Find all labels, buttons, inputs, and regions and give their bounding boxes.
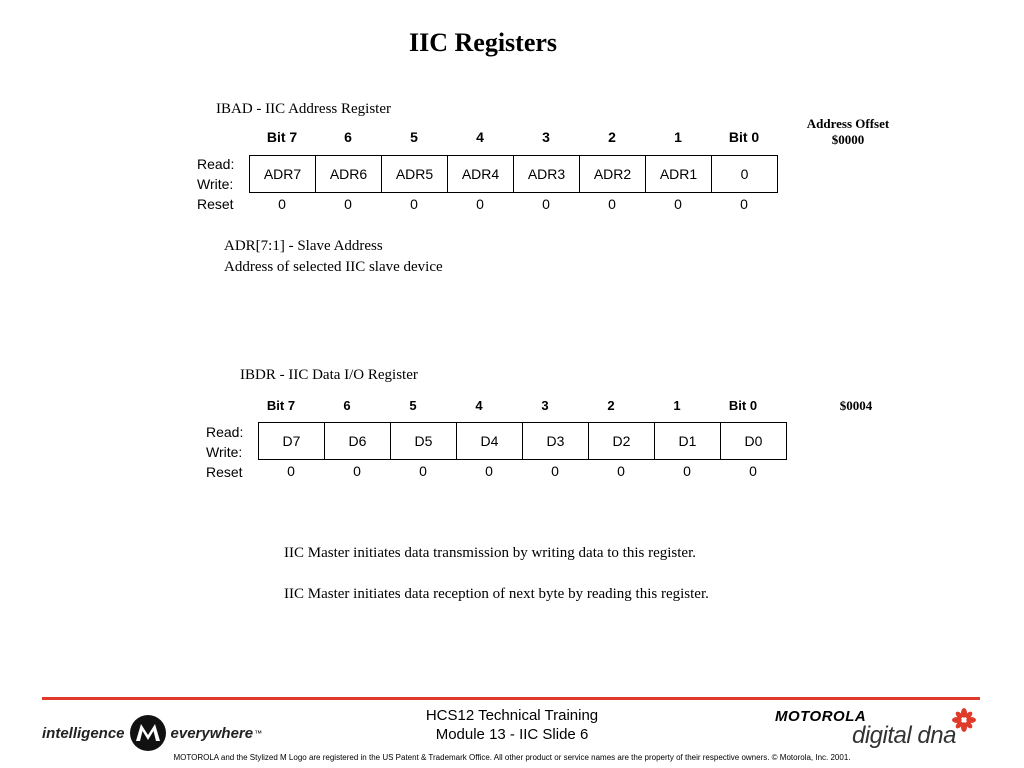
register-field: ADR4 (447, 156, 513, 192)
intelligence-everywhere-logo (42, 714, 262, 752)
reset-value: 0 (419, 463, 427, 479)
bit-label: Bit 7 (266, 129, 298, 145)
reset-value: 0 (542, 196, 550, 212)
motorola-m-icon (129, 714, 167, 752)
ibdr-register-fields (258, 422, 787, 460)
ibdr-reset-values (258, 463, 786, 479)
register-field: D4 (456, 423, 522, 459)
ibad-reset-values (249, 196, 777, 212)
ibdr-bit-header (248, 398, 776, 413)
bit-label: Bit 0 (728, 129, 760, 145)
bit-label: 5 (410, 129, 418, 145)
bit-label: 6 (343, 398, 351, 413)
ibdr-register-name: IBDR - IIC Data I/O Register (240, 367, 418, 383)
ibad-desc-line: Address of selected IIC slave device (224, 259, 443, 275)
register-field: D5 (390, 423, 456, 459)
ibdr-desc-line: IIC Master initiates data reception of next byte by reading this register. (284, 586, 709, 602)
ibad-address-offset (786, 116, 910, 148)
ibdr-desc-line: IIC Master initiates data transmission by writing data to this register. (284, 545, 697, 561)
register-field: ADR3 (513, 156, 579, 192)
reset-value: 0 (617, 463, 625, 479)
reset-value: 0 (410, 196, 418, 212)
ibad-desc-line: ADR[7:1] - Slave Address (224, 238, 383, 254)
motorola-wordmark: MOTOROLA (775, 708, 867, 725)
register-field: ADR1 (645, 156, 711, 192)
register-field: ADR5 (381, 156, 447, 192)
register-field: D7 (282, 433, 301, 449)
read-label: Read: (206, 424, 244, 440)
tagline-left: intelligence (42, 724, 125, 742)
write-label: Write: (197, 176, 234, 192)
reset-value: 0 (683, 463, 691, 479)
reset-value: 0 (344, 196, 352, 212)
ibad-register-name: IBAD - IIC Address Register (216, 101, 391, 117)
reset-value: 0 (485, 463, 493, 479)
ibdr-row-labels (206, 422, 243, 462)
reset-value: 0 (749, 463, 757, 479)
reset-label: Reset (206, 464, 243, 480)
bit-label: 4 (475, 398, 483, 413)
register-field: ADR7 (263, 166, 302, 182)
register-field: D3 (522, 423, 588, 459)
bit-label: Bit 7 (266, 398, 296, 413)
register-field: ADR6 (315, 156, 381, 192)
ibdr-offset-value: $0004 (839, 398, 873, 413)
dna-flower-icon (952, 708, 976, 732)
reset-value: 0 (608, 196, 616, 212)
bit-label: 1 (673, 398, 681, 413)
register-field: D2 (588, 423, 654, 459)
tagline-right: everywhere (170, 724, 254, 742)
bit-label: 3 (542, 129, 550, 145)
reset-value: 0 (278, 196, 286, 212)
address-offset-label: Address Offset (806, 116, 890, 131)
bit-label: 1 (674, 129, 682, 145)
reset-value: 0 (674, 196, 682, 212)
course-title: HCS12 Technical Training (425, 707, 599, 724)
module-slide-label: Module 13 - IIC Slide 6 (435, 726, 589, 743)
ibdr-description (284, 543, 709, 605)
bit-label: 2 (608, 129, 616, 145)
reset-value: 0 (353, 463, 361, 479)
trademark-symbol: ™ (254, 728, 263, 738)
register-field: 0 (711, 156, 777, 192)
ibad-description (224, 236, 443, 278)
reset-label: Reset (197, 196, 234, 212)
bit-label: 6 (344, 129, 352, 145)
bit-label: 3 (541, 398, 549, 413)
ibad-row-labels (197, 154, 234, 194)
reset-value: 0 (287, 463, 295, 479)
bit-label: 5 (409, 398, 417, 413)
register-field: D0 (720, 423, 786, 459)
write-label: Write: (206, 444, 243, 460)
register-field: D6 (324, 423, 390, 459)
reset-value: 0 (476, 196, 484, 212)
read-label: Read: (197, 156, 235, 172)
reset-value: 0 (740, 196, 748, 212)
footer-course-info (400, 706, 624, 744)
reset-value: 0 (551, 463, 559, 479)
bit-label: Bit 0 (728, 398, 758, 413)
ibad-offset-value: $0000 (831, 132, 865, 147)
digital-dna-text: digital dna (852, 722, 956, 749)
bit-label: 4 (476, 129, 484, 145)
digital-dna-wordmark (852, 722, 962, 750)
legal-notice: MOTOROLA and the Stylized M Logo are registered in the US Patent & Trademark Office. All other product or service names are the property of their respective owners. © Motorola, Inc. 2001. (173, 753, 851, 762)
spacer (284, 564, 709, 584)
ibad-register-fields (249, 155, 778, 193)
register-field: ADR2 (579, 156, 645, 192)
footer-divider (42, 697, 980, 700)
register-field: D1 (654, 423, 720, 459)
slide-title: IIC Registers (408, 28, 558, 57)
bit-label: 2 (607, 398, 615, 413)
ibad-bit-header (249, 129, 777, 145)
